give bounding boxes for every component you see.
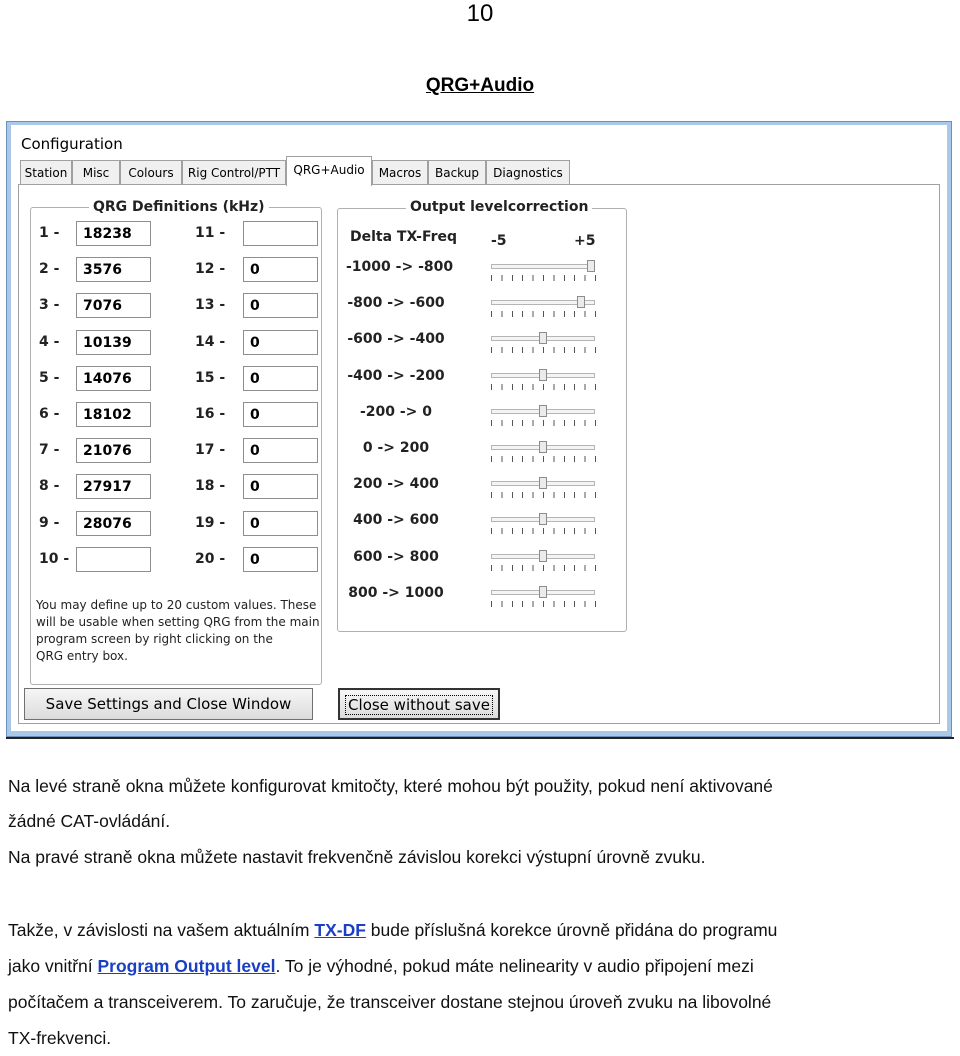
slider-ticks [491,528,597,534]
tab-macros[interactable]: Macros [372,160,428,184]
delta-freq-label: 200 -> 400 [353,476,439,492]
qrg-note-line: program screen by right clicking on the [36,632,273,646]
qrg-label: 5 - [39,370,60,386]
output-level-title: Output levelcorrection [406,199,592,215]
slider-thumb[interactable] [587,260,595,272]
paragraph-line: Na levé straně okna můžete konfigurovat kmitočty, které mohou být použity, pokud není aktivované [8,776,773,796]
slider-max-label: +5 [574,233,596,249]
qrg-note [36,597,320,665]
separator-line [6,737,954,739]
qrg-input[interactable]: 18238 [76,221,151,246]
page-number: 10 [466,0,494,27]
qrg-input[interactable]: 0 [243,366,318,391]
qrg-input[interactable]: 7076 [76,293,151,318]
slider-thumb[interactable] [539,441,547,453]
slider-ticks [491,420,597,426]
delta-freq-label: -200 -> 0 [359,404,433,420]
qrg-note-line: QRG entry box. [36,649,128,663]
close-without-save-button[interactable] [338,688,500,720]
qrg-label: 18 - [195,478,226,494]
qrg-definitions-title: QRG Definitions (kHz) [89,199,269,215]
qrg-input[interactable]: 10139 [76,330,151,355]
qrg-input[interactable]: 0 [243,293,318,318]
qrg-note-line: You may define up to 20 custom values. These [36,598,317,612]
paragraph-line [8,913,953,948]
paragraph-line: žádné CAT-ovládání. [8,811,171,831]
slider-thumb[interactable] [577,296,585,308]
text-run: . To je výhodné, pokud máte nelinearity v audio připojení mezi [275,956,754,976]
tab-backup[interactable]: Backup [428,160,486,184]
qrg-input[interactable]: 0 [243,330,318,355]
qrg-input[interactable] [76,547,151,572]
qrg-input[interactable]: 3576 [76,257,151,282]
delta-freq-label: 400 -> 600 [353,512,439,528]
qrg-input[interactable]: 0 [243,511,318,536]
qrg-label: 1 - [39,225,60,241]
paragraph-line: Na pravé straně okna můžete nastavit frekvenčně závislou korekci výstupní úrovně zvuku. [8,847,706,867]
paragraph-line: počítačem a transceiverem. To zaručuje, že transceiver dostane stejnou úroveň zvuku na libovolné [8,992,772,1012]
qrg-label: 8 - [39,478,60,494]
qrg-input[interactable] [243,221,318,246]
qrg-label: 12 - [195,261,226,277]
qrg-input[interactable]: 18102 [76,402,151,427]
qrg-label: 16 - [195,406,226,422]
level-slider[interactable] [491,477,597,499]
qrg-input[interactable]: 21076 [76,438,151,463]
level-slider[interactable] [491,441,597,463]
paragraph-line: TX-frekvenci. [8,1028,112,1048]
slider-track [491,264,595,269]
slider-ticks [491,311,597,317]
paragraph-line [8,949,953,984]
qrg-label: 17 - [195,442,226,458]
delta-freq-label: 600 -> 800 [353,549,439,565]
level-slider[interactable] [491,550,597,572]
qrg-input[interactable]: 0 [243,438,318,463]
qrg-input[interactable]: 0 [243,257,318,282]
qrg-input[interactable]: 14076 [76,366,151,391]
slider-thumb[interactable] [539,477,547,489]
slider-ticks [491,347,597,353]
qrg-input[interactable]: 0 [243,474,318,499]
qrg-label: 2 - [39,261,60,277]
qrg-note-line: will be usable when setting QRG from the main [36,615,320,629]
qrg-label: 20 - [195,551,226,567]
slider-thumb[interactable] [539,513,547,525]
tab-rig-control-ptt[interactable]: Rig Control/PTT [182,160,286,184]
qrg-label: 11 - [195,225,226,241]
level-slider[interactable] [491,586,597,608]
text-run: bude příslušná korekce úrovně přidána do programu [365,920,778,940]
program-output-level-link[interactable]: Program Output level [97,956,276,976]
level-slider[interactable] [491,332,597,354]
window-title: Configuration [21,135,123,153]
qrg-label: 10 - [39,551,70,567]
save-settings-button[interactable]: Save Settings and Close Window [24,688,313,720]
slider-thumb[interactable] [539,332,547,344]
slider-ticks [491,456,597,462]
delta-freq-label: -800 -> -600 [347,295,445,311]
delta-tx-freq-header: Delta TX-Freq [350,229,458,245]
qrg-input[interactable]: 0 [243,402,318,427]
tab-misc[interactable]: Misc [72,160,120,184]
tab-qrg-audio[interactable]: QRG+Audio [286,156,372,186]
qrg-input[interactable]: 27917 [76,474,151,499]
tab-colours[interactable]: Colours [120,160,182,184]
qrg-label: 15 - [195,370,226,386]
qrg-input[interactable]: 28076 [76,511,151,536]
level-slider[interactable] [491,296,597,318]
delta-freq-label: 800 -> 1000 [348,585,444,601]
text-run: Takže, v závislosti na vašem aktuálním [8,920,315,940]
delta-freq-label: -400 -> -200 [347,368,445,384]
tx-df-link[interactable]: TX-DF [314,920,366,940]
slider-thumb[interactable] [539,586,547,598]
qrg-label: 19 - [195,515,226,531]
qrg-label: 9 - [39,515,60,531]
slider-ticks [491,565,597,571]
qrg-label: 7 - [39,442,60,458]
slider-thumb[interactable] [539,405,547,417]
close-without-save-label: Close without save [345,695,493,715]
level-slider[interactable] [491,405,597,427]
qrg-label: 6 - [39,406,60,422]
slider-thumb[interactable] [539,550,547,562]
level-slider[interactable] [491,260,597,282]
delta-freq-label: -600 -> -400 [347,331,445,347]
qrg-label: 4 - [39,334,60,350]
slider-ticks [491,384,597,390]
slider-min-label: -5 [491,233,507,249]
qrg-label: 14 - [195,334,226,350]
text-run: jako vnitřní [8,956,98,976]
slider-ticks [491,492,597,498]
section-title: QRG+Audio [425,75,535,96]
delta-freq-label: 0 -> 200 [362,440,430,456]
level-slider[interactable] [491,513,597,535]
qrg-label: 3 - [39,297,60,313]
slider-thumb[interactable] [539,369,547,381]
tab-station[interactable]: Station [20,160,72,184]
slider-ticks [491,275,597,281]
level-slider[interactable] [491,369,597,391]
qrg-label: 13 - [195,297,226,313]
qrg-input[interactable]: 0 [243,547,318,572]
slider-ticks [491,601,597,607]
delta-freq-label: -1000 -> -800 [346,259,454,275]
tab-diagnostics[interactable]: Diagnostics [486,160,570,184]
